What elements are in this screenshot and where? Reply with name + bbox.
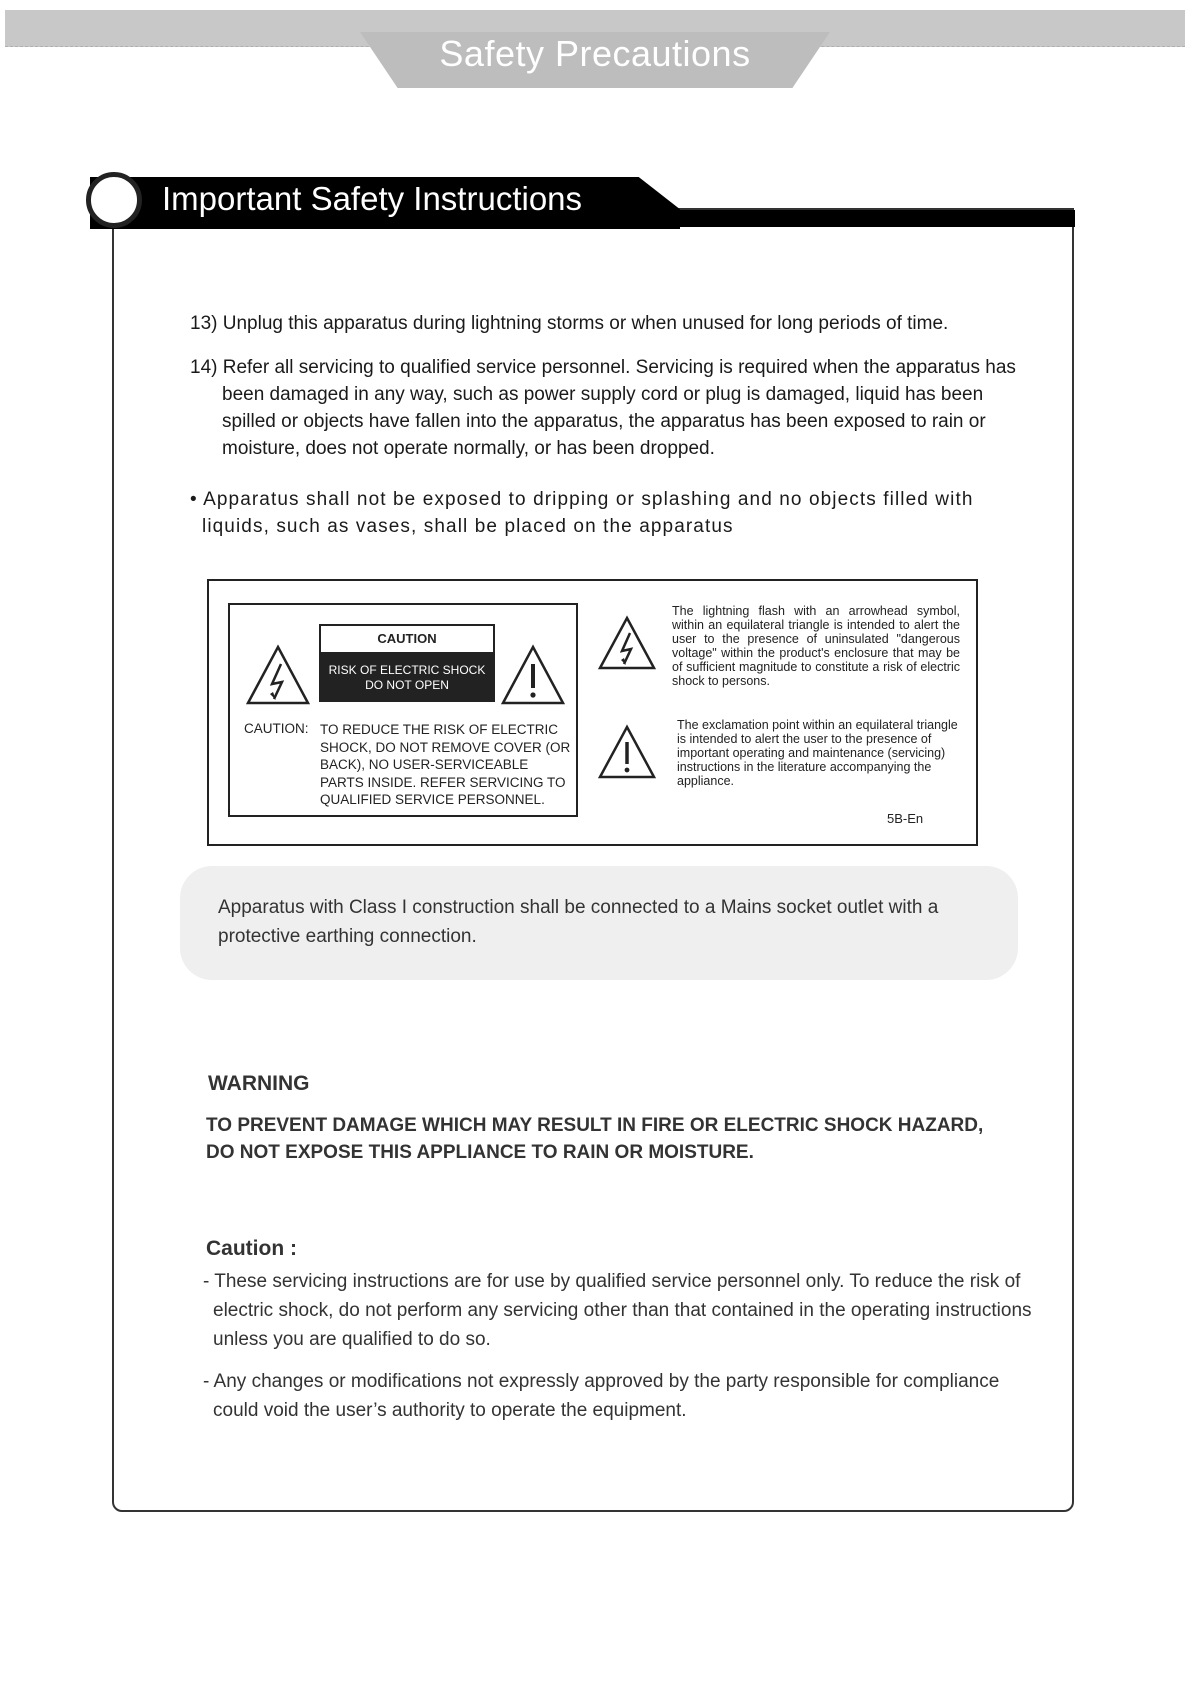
lightning-triangle-icon xyxy=(245,644,311,706)
risk-label xyxy=(319,654,495,702)
section-header-line xyxy=(660,210,1075,227)
lightning-explanation: The lightning flash with an arrowhead symbol, within an equilateral triangle is intended to alert the user to the presence of uninsulated "dangerous voltage" within the product's enclosure that may be of sufficient magnitude to constitute a risk of electric shock to persons. xyxy=(672,604,960,688)
caution-label: CAUTION xyxy=(319,624,495,654)
risk-line-1: RISK OF ELECTRIC SHOCK xyxy=(328,663,486,677)
section-header-circle-icon xyxy=(86,172,142,228)
caution-item-1: - These servicing instructions are for use by qualified service personnel only. To reduce the risk of electric shock, do not perform any servicing other than that contained in the operating instructions unless you are qualified to do so. xyxy=(203,1271,1032,1350)
exclamation-explanation: The exclamation point within an equilateral triangle is intended to alert the user to the presence of important operating and maintenance (servicing) instructions in the literature accompanying the appliance. xyxy=(677,718,958,788)
section-title: Important Safety Instructions xyxy=(162,180,583,217)
instruction-13: 13) Unplug this apparatus during lightning storms or when unused for long periods of time. xyxy=(190,313,949,334)
lightning-triangle-icon-2 xyxy=(597,615,657,671)
instruction-14: 14) Refer all servicing to qualified service personnel. Servicing is required when the apparatus has been damaged in any way, such as power supply cord or plug is damaged, liquid has been spilled or objects have fallen into the apparatus, the apparatus has been exposed to rain or moisture, does not operate normally, or has been dropped. xyxy=(190,357,1016,459)
exclamation-triangle-icon-2 xyxy=(597,724,657,780)
caution-text: TO REDUCE THE RISK OF ELECTRIC SHOCK, DO NOT REMOVE COVER (OR BACK), NO USER-SERVICEABLE PARTS INSIDE. REFER SERVICING TO QUALIFIED SERVICE PERSONNEL. xyxy=(320,722,571,807)
caution-word: CAUTION: xyxy=(244,721,309,736)
risk-line-2: DO NOT OPEN xyxy=(365,678,449,692)
caution-title: Caution : xyxy=(206,1237,297,1260)
banner-title: Safety Precautions xyxy=(439,33,751,74)
warning-text: TO PREVENT DAMAGE WHICH MAY RESULT IN FIRE OR ELECTRIC SHOCK HAZARD, DO NOT EXPOSE THIS APPLIANCE TO RAIN OR MOISTURE. xyxy=(206,1115,984,1163)
warning-title: WARNING xyxy=(208,1072,310,1095)
splash-bullet: • Apparatus shall not be exposed to dripping or splashing and no objects filled with liquids, such as vases, shall be placed on the apparatus xyxy=(190,489,974,537)
page-code: 5B-En xyxy=(887,811,924,826)
caution-item-2: - Any changes or modifications not expressly approved by the party responsible for compliance could void the user’s authority to operate the equipment. xyxy=(203,1371,1000,1421)
exclamation-triangle-icon xyxy=(500,644,566,706)
class1-note: Apparatus with Class I construction shall be connected to a Mains socket outlet with a protective earthing connection. xyxy=(218,897,939,947)
